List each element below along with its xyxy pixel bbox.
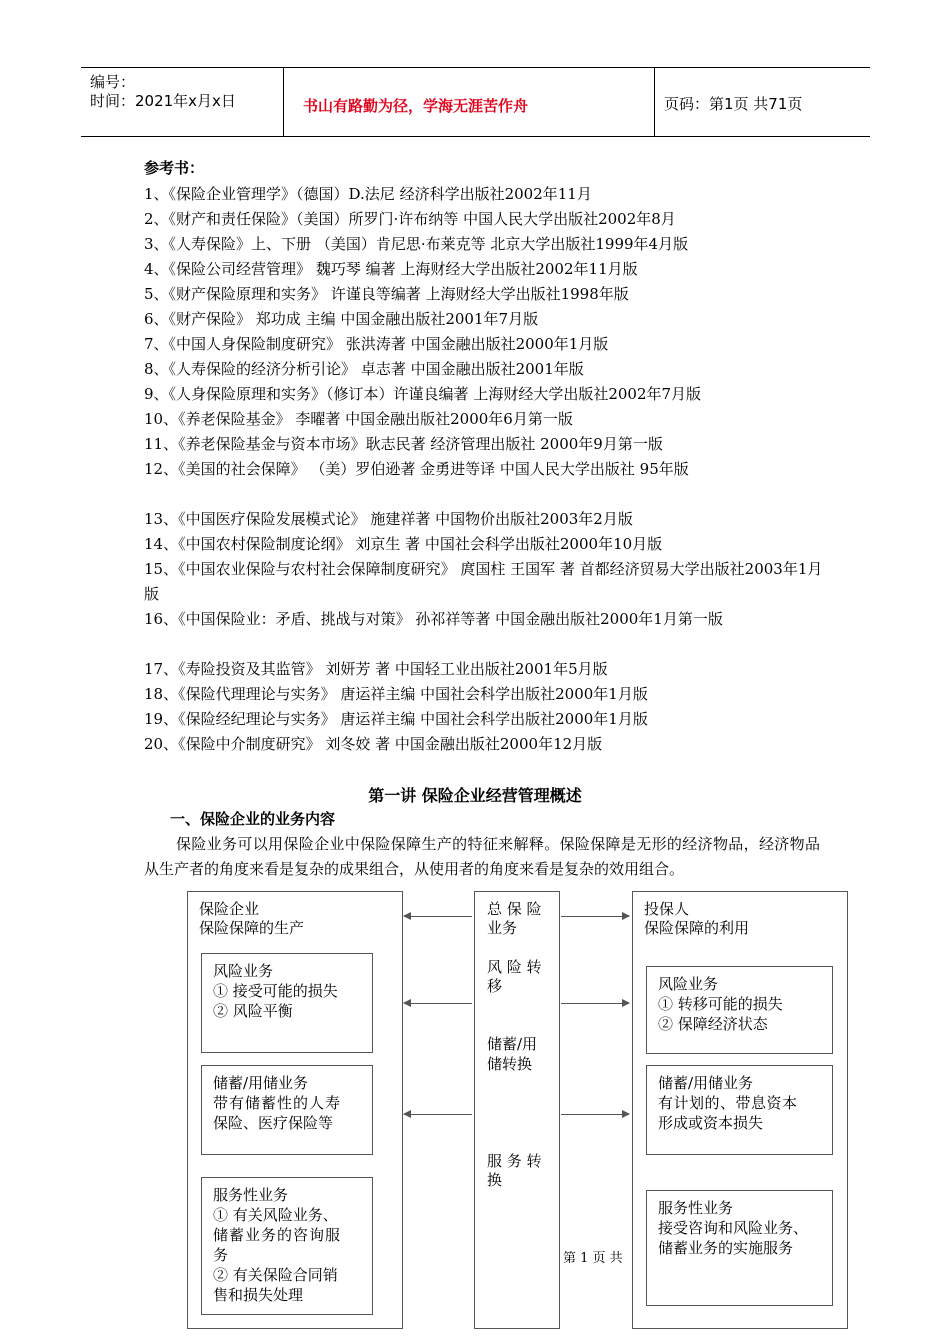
arrow-to-producer	[404, 1003, 472, 1004]
left-savings-line: 储蓄/用储业务	[213, 1074, 309, 1092]
section-heading: 一、保险企业的业务内容	[170, 810, 336, 828]
left-service-line: 售和损失处理	[213, 1286, 304, 1304]
reference-item: 19、《保险经纪理论与实务》 唐运祥主编 中国社会科学出版社2000年1月版	[144, 710, 648, 728]
left-service-line: 储蓄业务的咨询服	[213, 1226, 342, 1244]
reference-item: 1、《保险企业管理学》（德国）D.法尼 经济科学出版社2002年11月	[144, 185, 592, 203]
arrow-to-user	[561, 1114, 629, 1115]
arrow-to-user	[561, 1003, 629, 1004]
right-risk-line: ① 转移可能的损失	[658, 995, 783, 1013]
references-heading: 参考书：	[144, 159, 205, 177]
reference-item: 10、《养老保险基金》 李曜著 中国金融出版社2000年6月第一版	[144, 410, 573, 428]
right-service-line: 接受咨询和风险业务、	[658, 1219, 809, 1237]
reference-item: 8、《人寿保险的经济分析引论》 卓志著 中国金融出版社2001年版	[144, 360, 584, 378]
right-risk-line: ② 保障经济状态	[658, 1015, 768, 1033]
left-title: 保险企业	[199, 900, 260, 918]
reference-item: 4、《保险公司经营管理》 魏巧琴 编著 上海财经大学出版社2002年11月版	[144, 260, 638, 278]
arrow-to-producer	[404, 1114, 472, 1115]
reference-item: 6、《财产保险》 郑功成 主编 中国金融出版社2001年7月版	[144, 310, 539, 328]
middle-risk-transfer-label: 风 险 转	[487, 958, 542, 976]
left-risk-line: ① 接受可能的损失	[213, 982, 338, 1000]
header-divider	[283, 68, 284, 136]
right-title: 投保人	[644, 900, 690, 918]
reference-item: 12、《美国的社会保障》 （美）罗伯逊著 金勇进等译 中国人民大学出版社 95年版	[144, 460, 689, 478]
middle-service-label: 服 务 转	[487, 1152, 542, 1170]
reference-item: 11、《养老保险基金与资本市场》耿志民著 经济管理出版社 2000年9月第一版	[144, 435, 663, 453]
header-page-info: 页码：第1页 共71页	[664, 95, 803, 113]
reference-item: 14、《中国农村保险制度论纲》 刘京生 著 中国社会科学出版社2000年10月版	[144, 535, 663, 553]
reference-item: 2、《财产和责任保险》（美国）所罗门·许布纳等 中国人民大学出版社2002年8月	[144, 210, 676, 228]
reference-item: 17、《寿险投资及其监管》 刘妍芳 著 中国轻工业出版社2001年5月版	[144, 660, 608, 678]
middle-savings-label: 储蓄/用	[487, 1035, 538, 1053]
left-savings-line: 保险、医疗保险等	[213, 1114, 334, 1132]
reference-item: 16、《中国保险业：矛盾、挑战与对策》 孙祁祥等著 中国金融出版社2000年1月第一版	[144, 610, 723, 628]
left-savings-line: 带有储蓄性的人寿	[213, 1094, 342, 1112]
arrow-to-user	[561, 916, 629, 917]
middle-risk-transfer-label: 移	[487, 977, 503, 995]
header-motto: 书山有路勤为径，学海无涯苦作舟	[303, 97, 529, 115]
intro-paragraph: 保险业务可以用保险企业中保险保障生产的特征来解释。保险保障是无形的经济物品，经济物品从生产者的角度来看是复杂的成果组合，从使用者的角度来看是复杂的效用组合。	[144, 835, 820, 878]
reference-item: 15、《中国农业保险与农村社会保障制度研究》 庹国柱 王国军 著 首都经济贸易大学出版社2003年1月版	[144, 560, 823, 603]
header-number-label: 编号：	[90, 73, 136, 91]
reference-item: 13、《中国医疗保险发展模式论》 施建祥著 中国物价出版社2003年2月版	[144, 510, 633, 528]
left-subtitle: 保险保障的生产	[199, 919, 305, 937]
right-risk-line: 风险业务	[658, 975, 719, 993]
footer-page-number: 第 1 页 共	[563, 1247, 623, 1266]
right-subtitle: 保险保障的利用	[644, 919, 750, 937]
middle-total-label: 总 保 险	[487, 900, 542, 918]
right-savings-line: 形成或资本损失	[658, 1114, 764, 1132]
header-time: 时间：2021年x月x日	[90, 92, 236, 110]
middle-service-label: 换	[487, 1171, 503, 1189]
arrow-to-producer	[404, 916, 472, 917]
right-savings-line: 储蓄/用储业务	[658, 1074, 754, 1092]
reference-item: 5、《财产保险原理和实务》 许谨良等编著 上海财经大学出版社1998年版	[144, 285, 629, 303]
header-divider	[654, 68, 655, 136]
right-service-line: 服务性业务	[658, 1199, 734, 1217]
right-service-line: 储蓄业务的实施服务	[658, 1239, 794, 1257]
reference-item: 20、《保险中介制度研究》 刘冬姣 著 中国金融出版社2000年12月版	[144, 735, 603, 753]
middle-total-label: 业务	[487, 919, 518, 937]
left-service-line: 务	[213, 1246, 229, 1264]
reference-item: 9、《人身保险原理和实务》（修订本）许谨良编著 上海财经大学出版社2002年7月版	[144, 385, 702, 403]
reference-item: 7、《中国人身保险制度研究》 张洪涛著 中国金融出版社2000年1月版	[144, 335, 609, 353]
page-header	[81, 67, 870, 137]
left-service-line: ② 有关保险合同销	[213, 1266, 338, 1284]
right-savings-line: 有计划的、带息资本	[658, 1094, 798, 1112]
left-service-line: 服务性业务	[213, 1186, 289, 1204]
lecture-title: 第一讲 保险企业经营管理概述	[368, 786, 582, 805]
middle-savings-label: 储转换	[487, 1055, 533, 1073]
left-service-line: ① 有关风险业务、	[213, 1206, 338, 1224]
reference-item: 18、《保险代理理论与实务》 唐运祥主编 中国社会科学出版社2000年1月版	[144, 685, 648, 703]
left-risk-line: ② 风险平衡	[213, 1002, 293, 1020]
reference-item: 3、《人寿保险》上、下册 （美国）肯尼思·布莱克等 北京大学出版社1999年4月版	[144, 235, 689, 253]
left-risk-line: 风险业务	[213, 962, 274, 980]
